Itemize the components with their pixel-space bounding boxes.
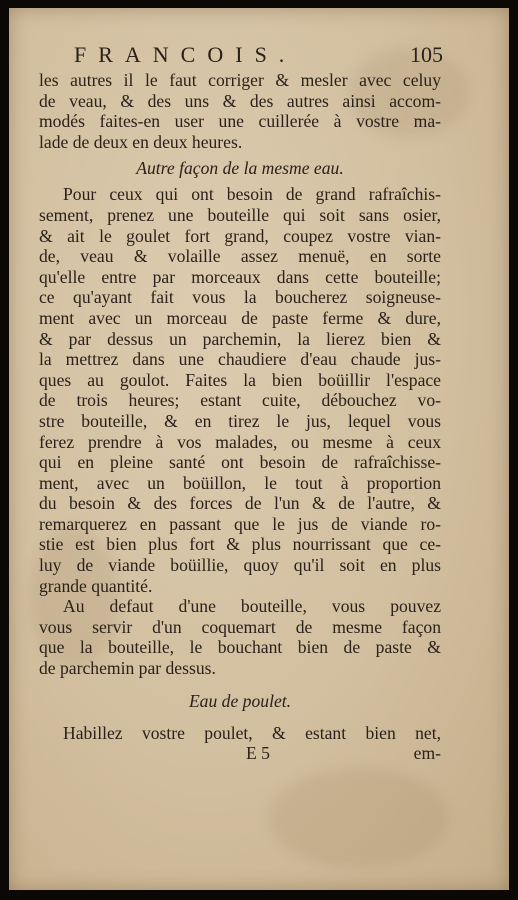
text-line: ment avec un morceau de paste ferme & dure,: [39, 307, 441, 328]
page-header: [39, 40, 441, 70]
text-line: luy de viande boüillie, quoy qu'il soit en plus: [39, 555, 441, 576]
page-footer: [39, 743, 441, 765]
text-line: du besoin & des forces de l'un & de l'autre, &: [39, 493, 441, 514]
page-number: 105: [410, 42, 443, 67]
page-text: [39, 34, 441, 765]
text-line: modés faites-en user une cuillerée à vostre ma-: [39, 111, 441, 132]
text-line: Pour ceux qui ont besoin de grand rafraîchis-: [63, 184, 441, 205]
text-line: stie est bien plus fort & plus nourrissant que ce-: [39, 534, 441, 555]
text-line: vous servir d'un coquemart de mesme façon: [39, 616, 441, 637]
text-line: que la bouteille, le bouchant bien de paste &: [39, 637, 441, 658]
text-line: les autres il le faut corriger & mesler avec celuy: [39, 70, 441, 90]
spacer: [39, 679, 441, 685]
book-page: [9, 8, 509, 890]
text-line: Habillez vostre poulet, & estant bien net,: [63, 722, 441, 743]
intro-paragraph: [39, 70, 441, 152]
paragraph: [39, 596, 441, 678]
text-line: & ait le goulet fort grand, coupez vostre vian-: [39, 225, 441, 246]
text-line: stre bouteille, & en tirez le jus, lequel vous: [39, 410, 441, 431]
text-line: ferez prendre à vos malades, ou mesme à ceux: [39, 431, 441, 452]
paper-stain: [269, 768, 449, 868]
text-line: grande quantité.: [39, 575, 153, 596]
text-line: de trois heures; estant cuite, débouchez vo-: [39, 390, 441, 411]
paragraph: [39, 723, 441, 744]
text-line: ment, avec un boüillon, le tout à proportion: [39, 472, 441, 493]
text-line: ques au goulot. Faites la bien boüillir l'espace: [39, 369, 441, 390]
text-line: remarquerez en passant que le jus de viande ro-: [39, 513, 441, 534]
text-line: la mettrez dans une chaudiere d'eau chaude jus-: [39, 349, 441, 370]
section-heading: Eau de poulet.: [188, 690, 292, 711]
signature-mark: E 5: [246, 743, 270, 764]
section-heading: Autre façon de la mesme eau.: [136, 158, 344, 179]
text-line: qu'elle entre par morceaux dans cette bouteille;: [39, 266, 441, 287]
text-line: Au defaut d'une bouteille, vous pouvez: [63, 596, 441, 617]
text-line: lade de deux en deux heures.: [39, 131, 243, 152]
text-line: de, veau & volaille assez menuë, en sorte: [39, 246, 441, 267]
paragraph: [39, 184, 441, 596]
text-line: qui en pleine santé ont besoin de rafraîchisse-: [39, 452, 441, 473]
text-line: ce qu'ayant fait vous la boucherez soigneuse-: [39, 287, 441, 308]
text-line: de parchemin par dessus.: [39, 658, 216, 679]
text-line: & par dessus un parchemin, la lierez bien &: [39, 328, 441, 349]
text-line: sement, prenez une bouteille qui soit sans osier,: [39, 204, 441, 225]
catchword: em-: [413, 743, 441, 764]
text-line: de veau, & des uns & des autres ainsi accom-: [39, 90, 441, 111]
running-head: FRANCOIS.: [74, 42, 297, 67]
